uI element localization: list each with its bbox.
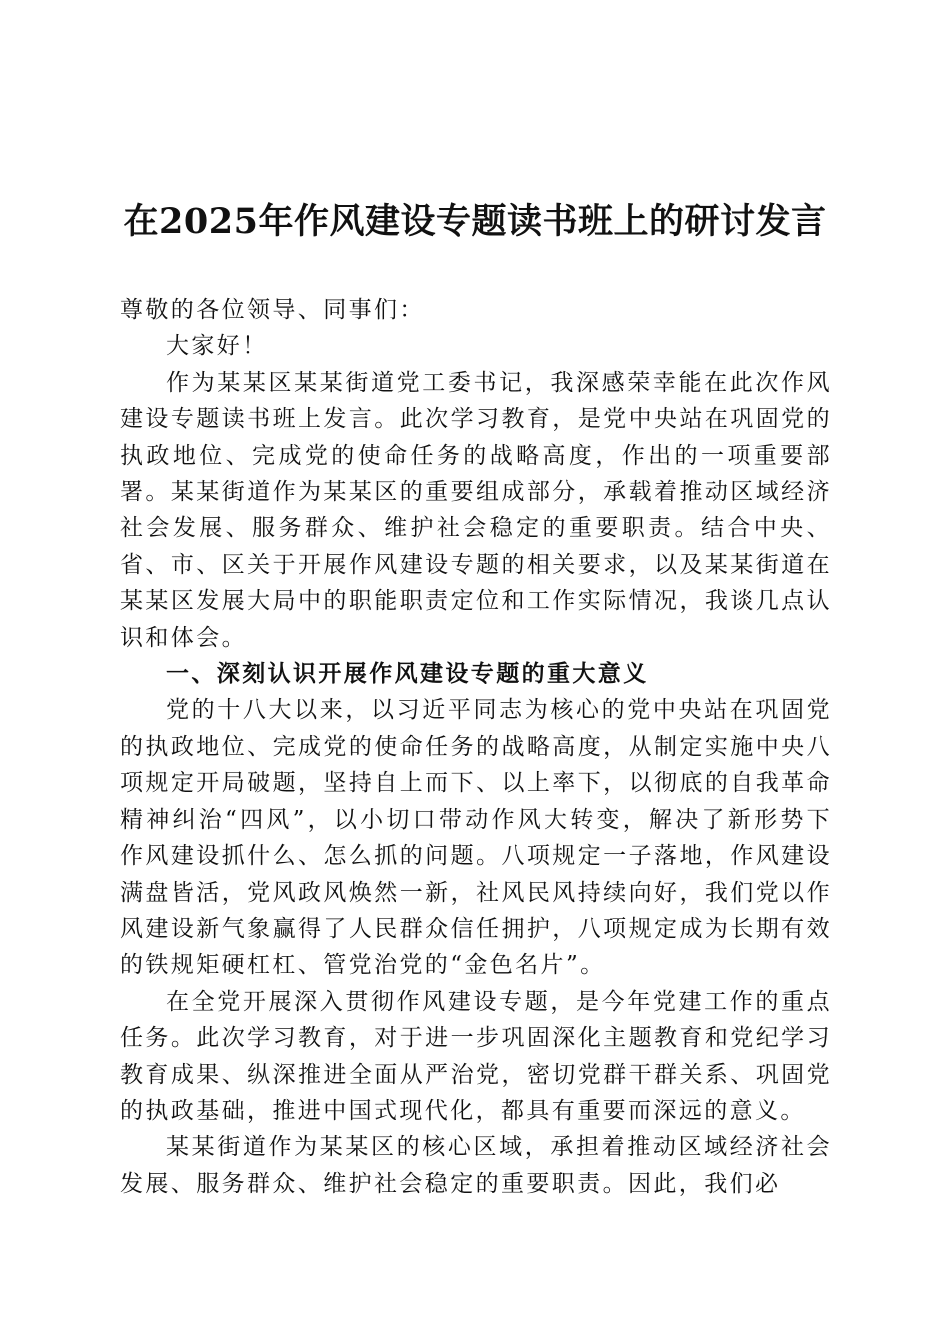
paragraph-3: 某某街道作为某某区的核心区域，承担着推动区域经济社会发展、服务群众、维护社会稳定的重要职责。因此，我们必 [120, 1134, 832, 1197]
greeting: 大家好！ [166, 333, 268, 360]
paragraph-1: 党的十八大以来，以习近平同志为核心的党中央站在巩固党的执政地位、完成党的使命任务的战略高度，从制定实施中央八项规定开局破题，坚持自上而下、以上率下，以彻底的自我革命精神纠治“四风”，以小切口带动作风大转变，解决了新形势下作风建设抓什么、怎么抓的问题。八项规定一子落地，作风建设满盘皆活，党风政风焕然一新，社风民风持续向好，我们党以作风建设新气象赢得了人民群众信任拥护，八项规定成为长期有效的铁规矩硬杠杠、管党治党的“金色名片”。 [120, 697, 832, 979]
document-title: 在2025年作风建设专题读书班上的研讨发言 [123, 201, 827, 242]
paragraph-2: 在全党开展深入贯彻作风建设专题，是今年党建工作的重点任务。此次学习教育，对于进一步巩固深化主题教育和党纪学习教育成果、纵深推进全面从严治党，密切党群干群关系、巩固党的执政基础，推进中国式现代化，都具有重要而深远的意义。 [120, 988, 832, 1124]
section-heading-1: 一、深刻认识开展作风建设专题的重大意义 [166, 660, 649, 688]
document-body [120, 292, 832, 1202]
paragraph-intro: 作为某某区某某街道党工委书记，我深感荣幸能在此次作风建设专题读书班上发言。此次学习教育，是党中央站在巩固党的执政地位、完成党的使命任务的战略高度，作出的一项重要部署。某某街道作为某某区的重要组成部分，承载着推动区域经济社会发展、服务群众、维护社会稳定的重要职责。结合中央、省、市、区关于开展作风建设专题的相关要求，以及某某街道在某某区发展大局中的职能职责定位和工作实际情况，我谈几点认识和体会。 [120, 369, 832, 651]
salutation: 尊敬的各位领导、同事们： [120, 297, 425, 323]
